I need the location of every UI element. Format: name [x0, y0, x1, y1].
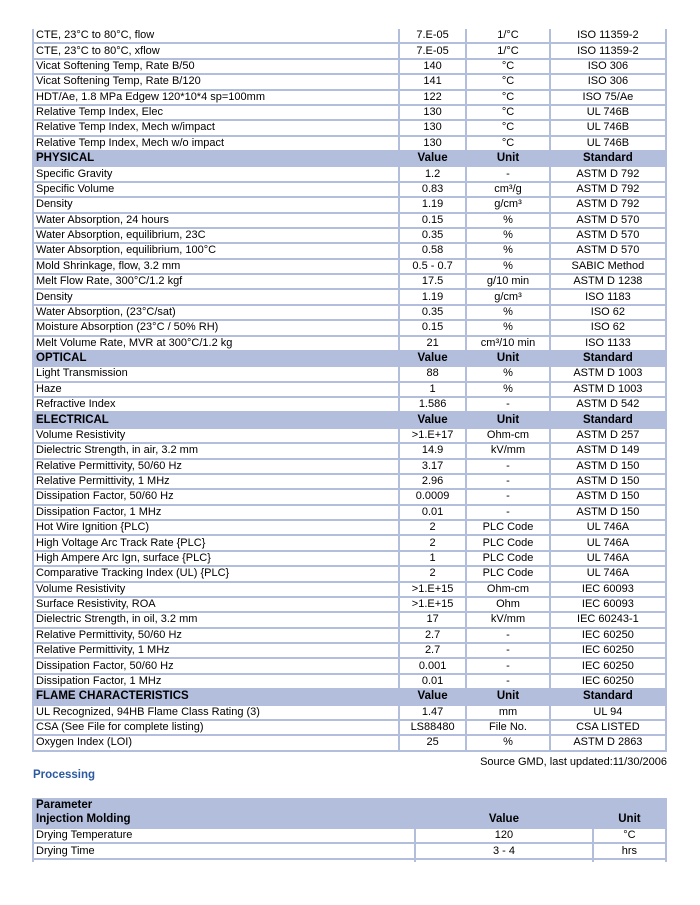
property-value: 0.001	[400, 659, 467, 674]
property-unit: PLC Code	[467, 521, 551, 536]
standard-header: Standard	[551, 152, 665, 167]
property-name: Specific Volume	[34, 183, 400, 198]
property-value: 2	[400, 567, 467, 582]
property-unit: g/cm³	[467, 198, 551, 213]
property-name: Water Absorption, equilibrium, 23C	[34, 229, 400, 244]
property-unit: 1/°C	[467, 44, 551, 59]
property-value: 1	[400, 552, 467, 567]
property-unit: -	[467, 659, 551, 674]
property-standard: ASTM D 1238	[551, 275, 665, 290]
property-standard: IEC 60243-1	[551, 613, 665, 628]
unit-header: Unit	[467, 413, 551, 428]
property-value: >1.E+17	[400, 429, 467, 444]
property-name: Specific Gravity	[34, 167, 400, 182]
property-value: 21	[400, 337, 467, 352]
table-row	[34, 675, 665, 690]
property-unit: -	[467, 460, 551, 475]
property-value: 25	[400, 736, 467, 749]
property-unit: °C	[467, 137, 551, 152]
property-name: High Voltage Arc Track Rate {PLC}	[34, 536, 400, 551]
property-unit: -	[467, 167, 551, 182]
property-value: 141	[400, 75, 467, 90]
property-value: 0.83	[400, 183, 467, 198]
section-title: FLAME CHARACTERISTICS	[34, 690, 400, 705]
property-name: Vicat Softening Temp, Rate B/50	[34, 60, 400, 75]
property-value: 1.19	[400, 198, 467, 213]
property-standard: UL 746A	[551, 567, 665, 582]
property-name: Relative Permittivity, 1 MHz	[34, 475, 400, 490]
table-row	[34, 398, 665, 413]
table-row	[34, 475, 665, 490]
property-unit: kV/mm	[467, 444, 551, 459]
property-standard: ASTM D 1003	[551, 367, 665, 382]
property-value: 0.01	[400, 506, 467, 521]
standard-header: Standard	[551, 413, 665, 428]
table-row	[34, 844, 665, 859]
table-row	[34, 198, 665, 213]
property-unit: Ohm-cm	[467, 429, 551, 444]
table-row	[34, 629, 665, 644]
property-standard: ISO 62	[551, 306, 665, 321]
property-name: Haze	[34, 383, 400, 398]
table-row	[34, 214, 665, 229]
property-unit: °C	[467, 121, 551, 136]
section-header-row	[34, 352, 665, 367]
table-row	[34, 644, 665, 659]
property-standard: ISO 75/Ae	[551, 91, 665, 106]
property-standard: UL 746A	[551, 552, 665, 567]
table-row	[34, 383, 665, 398]
table-row	[34, 721, 665, 736]
property-name: Refractive Index	[34, 398, 400, 413]
property-name: Dissipation Factor, 50/60 Hz	[34, 490, 400, 505]
property-unit: -	[467, 475, 551, 490]
property-unit: -	[467, 490, 551, 505]
property-name: Melt Volume Rate, MVR at 300°C/1.2 kg	[34, 337, 400, 352]
property-standard: IEC 60093	[551, 598, 665, 613]
section-title: OPTICAL	[34, 352, 400, 367]
table-row	[34, 613, 665, 628]
property-name: High Ampere Arc Ign, surface {PLC}	[34, 552, 400, 567]
standard-header: Standard	[551, 352, 665, 367]
property-name: Relative Temp Index, Elec	[34, 106, 400, 121]
property-unit: %	[467, 214, 551, 229]
property-name: Moisture Absorption (23°C / 50% RH)	[34, 321, 400, 336]
property-name: HDT/Ae, 1.8 MPa Edgew 120*10*4 sp=100mm	[34, 91, 400, 106]
property-standard: IEC 60250	[551, 629, 665, 644]
property-unit: %	[467, 736, 551, 749]
unit-header: Unit	[467, 690, 551, 705]
injection-molding-header: Injection Molding	[34, 813, 416, 830]
property-value: 17.5	[400, 275, 467, 290]
property-unit: %	[467, 229, 551, 244]
property-value: 1.586	[400, 398, 467, 413]
property-standard: UL 746A	[551, 521, 665, 536]
parameter-unit: hrs	[594, 844, 665, 859]
table-row	[34, 429, 665, 444]
property-unit: °C	[467, 60, 551, 75]
property-standard: ASTM D 570	[551, 214, 665, 229]
property-value: 17	[400, 613, 467, 628]
property-standard: ISO 11359-2	[551, 29, 665, 44]
property-standard: ASTM D 542	[551, 398, 665, 413]
value-header: Value	[400, 413, 467, 428]
property-value: 130	[400, 137, 467, 152]
property-name: CTE, 23°C to 80°C, xflow	[34, 44, 400, 59]
property-value: 0.15	[400, 214, 467, 229]
table-row	[34, 567, 665, 582]
property-value: LS88480	[400, 721, 467, 736]
partial-cell	[34, 860, 416, 862]
parameter-value: 3 - 4	[416, 844, 594, 859]
property-value: 130	[400, 121, 467, 136]
property-value: 2	[400, 536, 467, 551]
property-standard: IEC 60250	[551, 675, 665, 690]
property-name: Relative Temp Index, Mech w/impact	[34, 121, 400, 136]
table-row	[34, 536, 665, 551]
property-unit: Ohm-cm	[467, 583, 551, 598]
property-standard: ASTM D 2863	[573, 736, 643, 749]
property-value: 0.01	[400, 675, 467, 690]
table-row	[34, 706, 665, 721]
property-value: 2.7	[400, 629, 467, 644]
property-unit: °C	[467, 106, 551, 121]
property-standard: ISO 11359-2	[551, 44, 665, 59]
property-name: UL Recognized, 94HB Flame Class Rating (3)	[34, 706, 400, 721]
table-row	[34, 552, 665, 567]
property-name: Relative Permittivity, 1 MHz	[34, 644, 400, 659]
property-value: 130	[400, 106, 467, 121]
property-unit: 1/°C	[467, 29, 551, 44]
property-standard: ASTM D 792	[551, 183, 665, 198]
property-value: 2.7	[400, 644, 467, 659]
property-name: Vicat Softening Temp, Rate B/120	[34, 75, 400, 90]
value-header: Value	[416, 813, 594, 830]
table-row	[34, 583, 665, 598]
property-standard: ISO 306	[551, 60, 665, 75]
property-name: Volume Resistivity	[34, 583, 400, 598]
unit-header: Unit	[467, 352, 551, 367]
property-name: CSA (See File for complete listing)	[34, 721, 400, 736]
property-name: Dissipation Factor, 50/60 Hz	[34, 659, 400, 674]
property-unit: cm³/g	[467, 183, 551, 198]
parameter-unit: °C	[594, 829, 665, 844]
property-standard: ASTM D 150	[551, 475, 665, 490]
property-standard: UL 94	[551, 706, 665, 721]
section-title: PHYSICAL	[34, 152, 400, 167]
property-value: 0.5 - 0.7	[400, 260, 467, 275]
property-standard: CSA LISTED	[551, 721, 665, 736]
header-spacer	[416, 798, 594, 813]
property-standard: ASTM D 257	[551, 429, 665, 444]
section-title: ELECTRICAL	[34, 413, 400, 428]
property-unit: °C	[467, 91, 551, 106]
property-unit: File No.	[467, 721, 551, 736]
property-name: Relative Permittivity, 50/60 Hz	[34, 460, 400, 475]
parameter-value: 120	[416, 829, 594, 844]
table-row	[34, 506, 665, 521]
property-name: Dissipation Factor, 1 MHz	[34, 675, 400, 690]
table-row	[34, 137, 665, 152]
parameter-name: Drying Temperature	[34, 829, 416, 844]
section-header-row	[34, 152, 665, 167]
property-name: Volume Resistivity	[34, 429, 400, 444]
property-value: 7.E-05	[400, 29, 467, 44]
property-unit: %	[467, 367, 551, 382]
property-name: Light Transmission	[34, 367, 400, 382]
property-value: 1.2	[400, 167, 467, 182]
property-value: 122	[400, 91, 467, 106]
property-name: Dielectric Strength, in air, 3.2 mm	[34, 444, 400, 459]
property-standard: UL 746B	[551, 121, 665, 136]
property-name: Water Absorption, equilibrium, 100°C	[34, 244, 400, 259]
property-unit: Ohm	[467, 598, 551, 613]
table-row	[34, 460, 665, 475]
parameter-name: Drying Time	[34, 844, 416, 859]
property-standard: ASTM D 570	[551, 244, 665, 259]
processing-table	[32, 798, 667, 862]
property-unit: %	[467, 321, 551, 336]
property-value: 3.17	[400, 460, 467, 475]
table-row	[34, 260, 665, 275]
property-unit: -	[467, 629, 551, 644]
property-name: Relative Temp Index, Mech w/o impact	[34, 137, 400, 152]
property-value: 140	[400, 60, 467, 75]
property-unit: PLC Code	[467, 552, 551, 567]
table-row	[34, 367, 665, 382]
standard-header: Standard	[551, 690, 665, 705]
property-name: Oxygen Index (LOI)	[34, 736, 400, 749]
table-row	[34, 29, 665, 44]
table-row	[34, 306, 665, 321]
property-unit: -	[467, 675, 551, 690]
property-standard: UL 746A	[551, 536, 665, 551]
property-name: Hot Wire Ignition {PLC)	[34, 521, 400, 536]
property-name: CTE, 23°C to 80°C, flow	[34, 29, 400, 44]
table-row	[34, 444, 665, 459]
property-value: 0.0009	[400, 490, 467, 505]
property-standard: ASTM D 149	[551, 444, 665, 459]
table-row	[34, 521, 665, 536]
property-unit: -	[467, 644, 551, 659]
table-row	[34, 244, 665, 259]
property-unit: -	[467, 398, 551, 413]
property-standard: ISO 1133	[551, 337, 665, 352]
parameter-header: Parameter	[34, 798, 416, 813]
property-name: Comparative Tracking Index (UL) {PLC}	[34, 567, 400, 582]
property-unit: mm	[467, 706, 551, 721]
header-spacer	[594, 798, 665, 813]
processing-section-title: Processing	[33, 769, 95, 781]
table-row	[34, 598, 665, 613]
table-row	[34, 183, 665, 198]
source-note: Source GMD, last updated:11/30/2006	[480, 756, 667, 768]
property-name: Dissipation Factor, 1 MHz	[34, 506, 400, 521]
property-name: Melt Flow Rate, 300°C/1.2 kgf	[34, 275, 400, 290]
property-standard: UL 746B	[551, 137, 665, 152]
property-value: 0.35	[400, 229, 467, 244]
table-row	[34, 44, 665, 59]
section-header-row	[34, 413, 665, 428]
property-name: Relative Permittivity, 50/60 Hz	[34, 629, 400, 644]
unit-header: Unit	[467, 152, 551, 167]
property-unit: °C	[467, 75, 551, 90]
processing-header-row	[34, 798, 665, 813]
property-unit: cm³/10 min	[467, 337, 551, 352]
property-value: 1.19	[400, 290, 467, 305]
property-unit: %	[467, 260, 551, 275]
properties-table	[32, 29, 667, 752]
property-value: 7.E-05	[400, 44, 467, 59]
property-unit: %	[467, 244, 551, 259]
processing-subheader-row	[34, 813, 665, 830]
property-unit: g/10 min	[467, 275, 551, 290]
property-name: Water Absorption, (23°C/sat)	[34, 306, 400, 321]
property-standard: ASTM D 150	[551, 460, 665, 475]
property-value: 0.35	[400, 306, 467, 321]
property-standard: ASTM D 150	[551, 490, 665, 505]
property-value: 2.96	[400, 475, 467, 490]
property-unit: %	[467, 306, 551, 321]
table-row-partial	[34, 860, 665, 862]
unit-header: Unit	[594, 813, 665, 830]
table-row	[34, 121, 665, 136]
value-header: Value	[400, 690, 467, 705]
table-row	[34, 229, 665, 244]
table-row	[34, 75, 665, 90]
table-row	[34, 490, 665, 505]
table-row	[34, 60, 665, 75]
property-standard: UL 746B	[551, 106, 665, 121]
table-row	[34, 275, 665, 290]
property-value: 0.58	[400, 244, 467, 259]
property-value: 1	[400, 383, 467, 398]
property-standard: ASTM D 792	[551, 167, 665, 182]
property-name: Mold Shrinkage, flow, 3.2 mm	[34, 260, 400, 275]
property-standard: ASTM D 792	[551, 198, 665, 213]
table-row	[34, 91, 665, 106]
property-unit: g/cm³	[467, 290, 551, 305]
table-row	[34, 167, 665, 182]
property-value: >1.E+15	[400, 583, 467, 598]
value-header: Value	[400, 352, 467, 367]
property-unit: -	[467, 506, 551, 521]
partial-cell	[416, 860, 594, 862]
property-unit: PLC Code	[467, 536, 551, 551]
table-row	[34, 736, 665, 749]
property-value: 14.9	[400, 444, 467, 459]
property-standard: ISO 1183	[551, 290, 665, 305]
value-header: Value	[400, 152, 467, 167]
property-name: Surface Resistivity, ROA	[34, 598, 400, 613]
partial-cell	[594, 860, 665, 862]
property-standard: ISO 306	[551, 75, 665, 90]
property-standard: IEC 60250	[551, 659, 665, 674]
property-name: Water Absorption, 24 hours	[34, 214, 400, 229]
table-row	[34, 659, 665, 674]
table-row	[34, 321, 665, 336]
property-name: Dielectric Strength, in oil, 3.2 mm	[34, 613, 400, 628]
property-standard: IEC 60093	[551, 583, 665, 598]
property-name: Density	[34, 290, 400, 305]
table-row	[34, 106, 665, 121]
property-name: Density	[34, 198, 400, 213]
property-standard: ASTM D 1003	[551, 383, 665, 398]
property-value: 88	[400, 367, 467, 382]
table-row	[34, 829, 665, 844]
property-standard: ASTM D 570	[551, 229, 665, 244]
property-value: 2	[400, 521, 467, 536]
table-row	[34, 337, 665, 352]
property-standard: ASTM D 150	[551, 506, 665, 521]
property-unit: %	[467, 383, 551, 398]
property-value: 0.15	[400, 321, 467, 336]
property-standard: SABIC Method	[551, 260, 665, 275]
property-value: 1.47	[400, 706, 467, 721]
table-row	[34, 290, 665, 305]
property-unit: PLC Code	[467, 567, 551, 582]
property-value: >1.E+15	[400, 598, 467, 613]
section-header-row	[34, 690, 665, 705]
property-unit: kV/mm	[467, 613, 551, 628]
property-standard: ISO 62	[551, 321, 665, 336]
property-standard: IEC 60250	[551, 644, 665, 659]
